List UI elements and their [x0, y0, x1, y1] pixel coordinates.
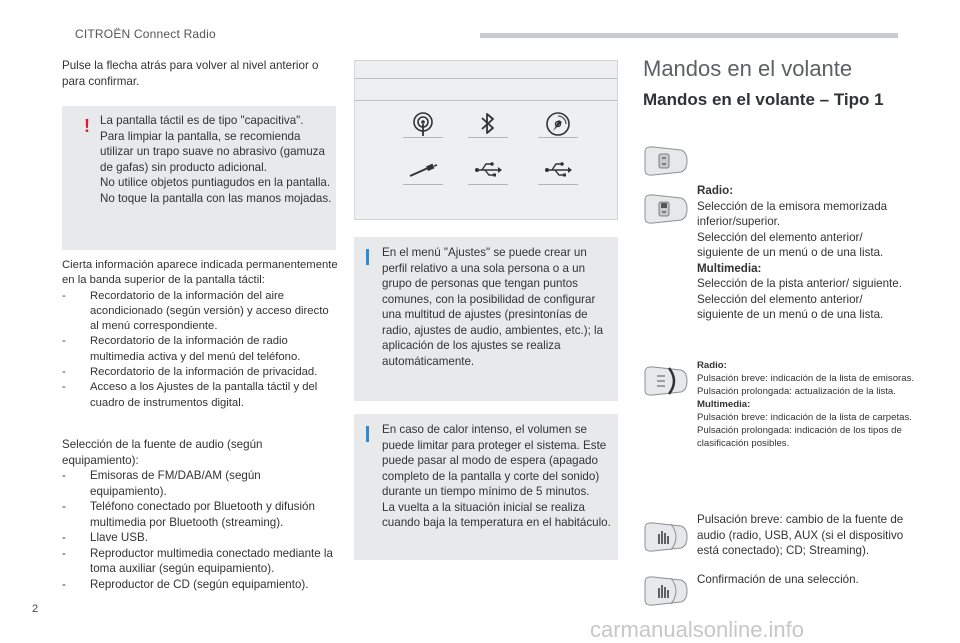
warning-line: No utilice objetos puntiagudos en la pantalla. — [100, 176, 331, 189]
section-title: Mandos en el volante — [643, 56, 853, 81]
description-line: Pulsación breve: indicación de la lista de carpetas. — [697, 412, 912, 423]
icon-underline — [468, 184, 508, 185]
description-line: Selección de la pista anterior/ siguiente. — [697, 277, 902, 290]
page-number: 2 — [32, 603, 39, 615]
intro-paragraph: Pulse la flecha atrás para volver al nivel anterior o para confirmar. — [62, 59, 319, 88]
warning-line: Para limpiar la pantalla, se recomienda utilizar un trapo suave no abrasivo (gamuza de gafas) sin producto adicional. — [100, 129, 325, 174]
usb-icon — [471, 153, 505, 187]
watermark: carmanualsonline.info — [590, 617, 805, 642]
steering-control-icon — [641, 574, 689, 613]
warning-line: La pantalla táctil es de tipo "capacitiva". — [100, 114, 304, 127]
usb-icon — [541, 153, 575, 187]
info-box-heat — [354, 414, 618, 560]
list-item: - Emisoras de FM/DAB/AM (según equipamiento). — [62, 468, 340, 499]
cd-icon — [541, 107, 575, 141]
section-subtitle: Mandos en el volante – Tipo 1 — [643, 90, 884, 109]
banner-info-list — [62, 289, 340, 411]
description-line: Selección de la emisora memorizada inferior/superior. — [697, 199, 888, 228]
steering-control-icon — [641, 364, 689, 403]
audio-source-list — [62, 468, 340, 592]
audio-source-intro: Selección de la fuente de audio (según equipamiento): — [62, 438, 263, 467]
icon-underline — [468, 137, 508, 138]
info-line: La vuelta a la situación inicial se realiza cuando baja la temperatura en el habitáculo. — [382, 500, 611, 529]
icon-underline — [538, 184, 578, 185]
header-rule — [480, 33, 898, 38]
info-box-profiles — [354, 237, 618, 401]
multimedia-label: Multimedia: — [697, 261, 762, 275]
audio-source-screen-illustration — [354, 60, 618, 220]
banner-info-section — [62, 258, 340, 411]
manual-header-title: CITROËN Connect Radio — [75, 27, 216, 41]
list-item: - Recordatorio de la información del aire acondicionado (según versión) y acceso directo al menú correspondiente. — [62, 289, 340, 335]
warning-text — [100, 113, 332, 206]
warning-icon: ! — [84, 116, 90, 136]
description-line: Selección del elemento anterior/ siguiente de un menú o de una lista. — [697, 292, 884, 321]
warning-box — [62, 106, 336, 250]
info-icon — [366, 426, 369, 442]
info-icon — [366, 249, 369, 265]
banner-info-intro: Cierta información aparece indicada permanentemente en la banda superior de la pantalla táctil: — [62, 259, 338, 287]
radio-label: Radio: — [697, 184, 734, 197]
list-item: - Reproductor de CD (según equipamiento). — [62, 577, 340, 593]
steering-control-icon — [641, 144, 689, 183]
list-item: - Teléfono conectado por Bluetooth y difusión multimedia por Bluetooth (streaming). — [62, 499, 340, 530]
description-line: Pulsación prolongada: actualización de la lista. — [697, 386, 896, 397]
description-line: Selección del elemento anterior/ siguiente de un menú o de una lista. — [697, 230, 884, 259]
list-item: - Acceso a los Ajustes de la pantalla táctil y del cuadro de instrumentos digital. — [62, 380, 340, 411]
control-description-4: Confirmación de una selección. — [697, 573, 859, 586]
radio-icon — [406, 107, 440, 141]
info-text: En el menú "Ajustes" se puede crear un perfil relativo a una sola persona o a un grupo de personas que tengan puntos comunes, con la posibilidad de configurar una multitud de ajustes (presintonías de radio, ajustes de audio, ambientes, etc.); la aplicación de los ajustes se realiza automáticamente. — [382, 246, 604, 368]
control-description-2 — [697, 359, 917, 450]
icon-underline — [403, 184, 443, 185]
control-description-3: Pulsación breve: cambio de la fuente de audio (radio, USB, AUX (si el dispositivo está conectado); CD; Streaming). — [697, 513, 904, 557]
aux-cable-icon — [406, 153, 440, 187]
list-item: - Reproductor multimedia conectado mediante la toma auxiliar (según equipamiento). — [62, 546, 340, 577]
audio-source-section — [62, 437, 340, 592]
control-description-1 — [697, 183, 907, 323]
steering-control-icon — [641, 520, 689, 559]
warning-line: No toque la pantalla con las manos mojadas. — [100, 191, 332, 205]
list-item: - Llave USB. — [62, 530, 340, 546]
screen-divider — [355, 78, 617, 79]
icon-underline — [403, 137, 443, 138]
info-line: En caso de calor intenso, el volumen se puede limitar para proteger el sistema. Este puede pasar al modo de espera (apagado completo de la pantalla y corte del sonido) durante un tiempo mínimo de 5 minutos. — [382, 423, 607, 498]
screen-divider — [355, 100, 617, 101]
list-item: - Recordatorio de la información de privacidad. — [62, 365, 340, 380]
info-text — [382, 422, 614, 531]
icon-underline — [538, 137, 578, 138]
description-line: Pulsación prolongada: indicación de los tipos de clasificación posibles. — [697, 425, 902, 449]
steering-control-icon — [641, 192, 689, 231]
bluetooth-icon — [471, 107, 505, 141]
description-line: Pulsación breve: indicación de la lista de emisoras. — [697, 373, 915, 384]
radio-label: Radio: — [697, 360, 727, 371]
list-item: - Recordatorio de la información de radio multimedia activa y del menú del teléfono. — [62, 334, 340, 365]
multimedia-label: Multimedia: — [697, 399, 751, 410]
